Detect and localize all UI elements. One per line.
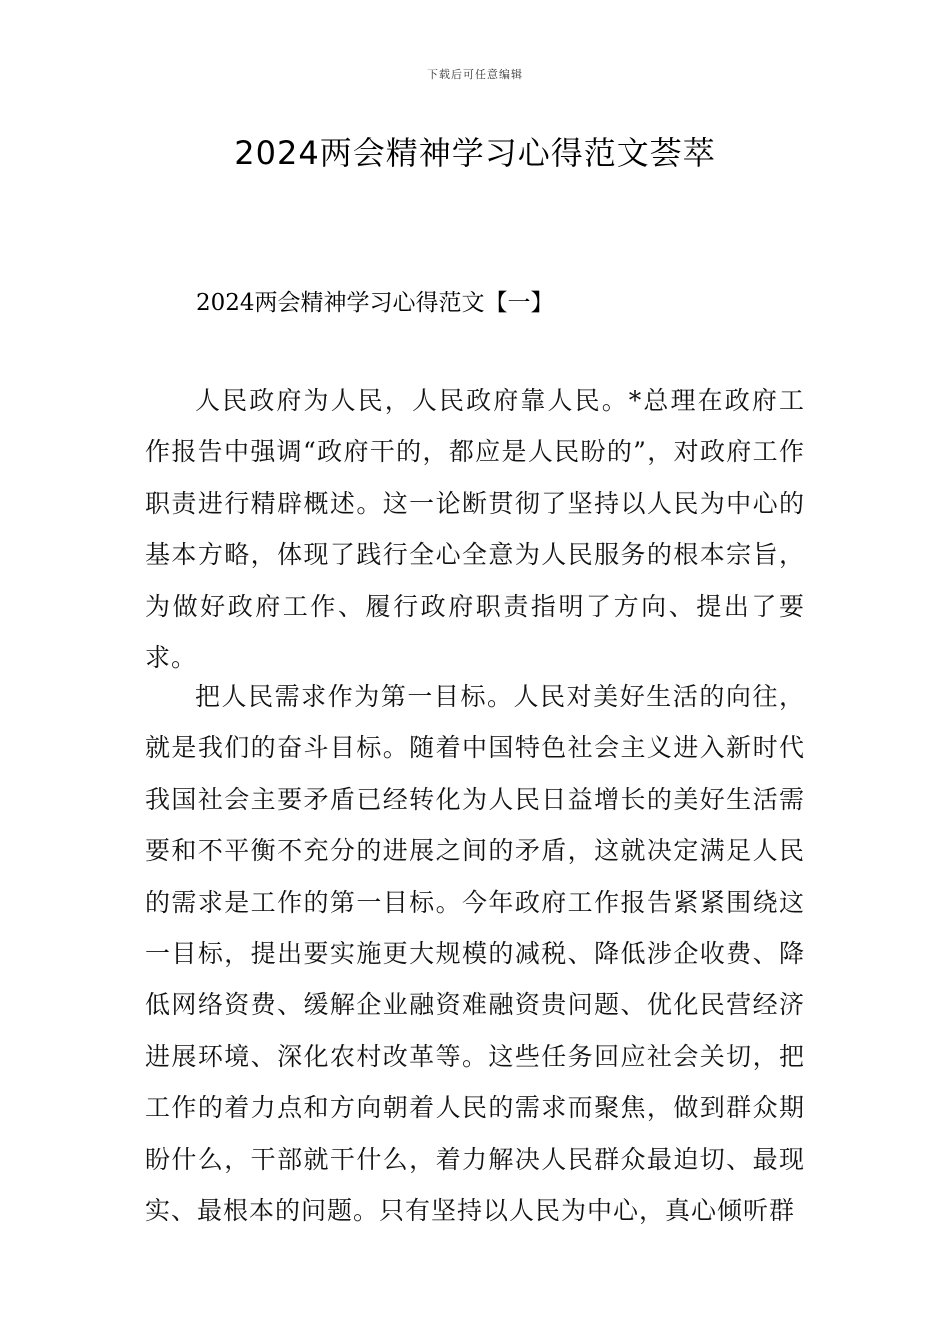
section-title: 2024两会精神学习心得范文【一】 <box>196 290 554 316</box>
header-note: 下载后可任意编辑 <box>427 68 523 81</box>
body-paragraph-1: 人民政府为人民，人民政府靠人民。*总理在政府工作报告中强调“政府干的，都应是人民盼的”，对政府工作职责进行精辟概述。这一论断贯彻了坚持以人民为中心的基本方略，体现了践行全心全意为人民服务的根本宗旨，为做好政府工作、履行政府职责指明了方向、提出了要求。 <box>145 386 805 673</box>
body-paragraph-2: 把人民需求作为第一目标。人民对美好生活的向往，就是我们的奋斗目标。随着中国特色社会主义进入新时代我国社会主要矛盾已经转化为人民日益增长的美好生活需要和不平衡不充分的进展之间的矛盾，这就决定满足人民的需求是工作的第一目标。今年政府工作报告紧紧围绕这一目标，提出要实施更大规模的减税、降低涉企收费、降低网络资费、缓解企业融资难融资贵问题、优化民营经济进展环境、深化农村改革等。这些任务回应社会关切，把工作的着力点和方向朝着人民的需求而聚焦，做到群众期盼什么，干部就干什么，着力解决人民群众最迫切、最现实、最根本的问题。只有坚持以人民为中心，真心倾听群 <box>145 682 805 1226</box>
document-title: 2024两会精神学习心得范文荟萃 <box>234 134 716 172</box>
